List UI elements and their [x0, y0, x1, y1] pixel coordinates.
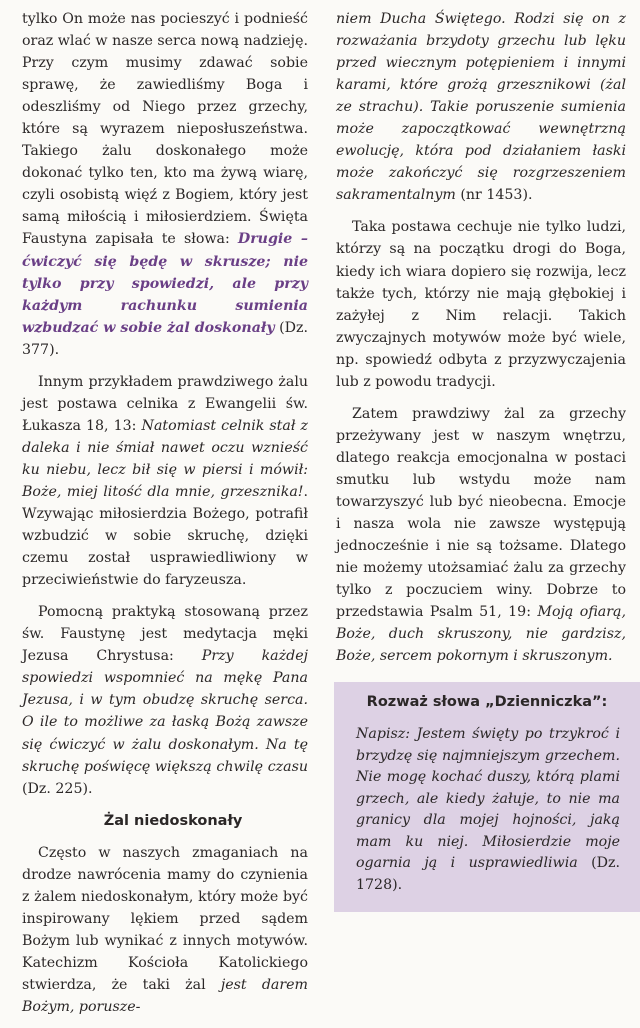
diary-quote: Napisz: Jestem święty po trzykroć i brzydzę się najmniejszym grzechem. Nie mogę kochać duszy, którą plami grzech, ale kiedy żałuje, to nie ma granicy dla mojej hojności, jaką mam ku niej. Miłosierdzie moje ogarnia ją i usprawiedliwia [356, 726, 620, 871]
paragraph-text: Często w naszych zmaganiach na drodze nawrócenia mamy do czynienia z żalem niedoskonałym, który może być inspirowany lękiem przed sądem Bożym lub wynikać z innych motywów. Katechizm Kościoła Katolickiego stwierdza, że taki żal [22, 844, 308, 993]
diary-quote: Przy każdej spowiedzi wspomnieć na mękę Pana Jezusa, i w tym obudzę skruchę serca. O ile to możliwe za łaską Bożą zawsze się ćwiczyć w żalu doskonałym. Na tę skruchę poświęcę większą chwilę czasu [22, 648, 308, 775]
paragraph-text: Zatem prawdziwy żal za grzechy przeżywany jest w naszym wnętrzu, dlatego reakcja emocjonalna w postaci smutku lub wstydu może nam towarzyszyć lub być nieobecna. Emocje i nasza wola nie zawsze występują jednocześnie i nie są tożsame. Dlatego nie możemy utożsamiać żalu za grzechy tylko z poczuciem winy. Dobrze to przedstawia Psalm 51, 19: [336, 405, 626, 621]
catechism-quote: niem Ducha Świętego. Rodzi się on z rozważania brzydoty grzechu lub lęku przed wiecznym potępieniem i innymi karami, które grożą grzesznikowi (żal ze strachu). Takie poruszenie sumienia może zapoczątkować wewnętrzną ewolucję, która pod działaniem łaski może zakończyć się rozgrzeszeniem sakramentalnym [336, 11, 626, 204]
paragraph [22, 8, 308, 361]
paragraph [22, 842, 308, 1018]
section-heading: Żal niedoskonały [103, 812, 243, 829]
citation: (Dz. 377). [22, 319, 308, 358]
catechism-quote: jest darem Bożym, porusze- [22, 976, 308, 1016]
left-column [22, 8, 308, 1028]
reflection-box-title: Rozważ słowa „Dzienniczka”: [366, 694, 608, 710]
paragraph [22, 371, 308, 591]
scripture-quote: Natomiast celnik stał z daleka i nie śmiał nawet oczu wznieść ku niebu, lecz bił się w piersi i mówił: Boże, miej litość dla mnie, grzesznika! [22, 417, 309, 500]
paragraph-text: . Wzywając miłosierdzia Bożego, potrafił wzbudzić w sobie skruchę, dzięki czemu został usprawiedliwiony w przeciwieństwie do faryzeusza. [22, 483, 308, 589]
paragraph: Taka postawa cechuje nie tylko ludzi, którzy są na początku drogi do Boga, kiedy ich wiara dopiero się rozwija, lecz także tych, którzy nie mają głębokiej i zażyłej z Nim relacji. Takich zwyczajnych motywów może być wiele, np. spowiedź odbyta z przyzwyczajenia lub z powodu tradycji. [336, 219, 626, 390]
psalm-quote: Moją ofiarą, Boże, duch skruszony, nie gardzisz, Boże, sercem pokornym i skruszonym. [336, 604, 626, 665]
reflection-box [334, 682, 640, 912]
paragraph [336, 8, 626, 206]
paragraph [22, 601, 308, 799]
paragraph-text: Innym przykładem prawdziwego żalu jest postawa celnika z Ewangelii św. Łukasza 18, 13: [22, 373, 308, 434]
paragraph [336, 403, 626, 668]
citation: (Dz. 1728). [356, 855, 620, 893]
citation: (Dz. 225). [22, 780, 93, 797]
reflection-box-text [356, 724, 620, 896]
paragraph-text: Pomocną praktyką stosowaną przez św. Faustynę jest medytacja męki Jezusa Chrystusa: [22, 604, 308, 665]
highlighted-quote: Drugie – ćwiczyć się będę w skrusze; nie tylko przy spowiedzi, ale przy każdym rachunku sumienia wzbudzać w sobie żal doskonały [22, 231, 308, 336]
paragraph-text: tylko On może nas pocieszyć i podnieść oraz wlać w nasze serca nową nadzieję. Przy czym musimy zdawać sobie sprawę, że zawiedliśmy Boga i odeszliśmy od Niego przez grzechy, które są wyrazem nieposłuszeństwa. Takiego żalu doskonałego może dokonać tylko ten, kto ma żywą wiarę, czyli osobistą więź z Bogiem, który jest samą miłością i miłosierdziem. Święta Faustyna zapisała te słowa: [22, 11, 308, 248]
right-column [336, 8, 626, 677]
citation: (nr 1453). [455, 187, 533, 204]
